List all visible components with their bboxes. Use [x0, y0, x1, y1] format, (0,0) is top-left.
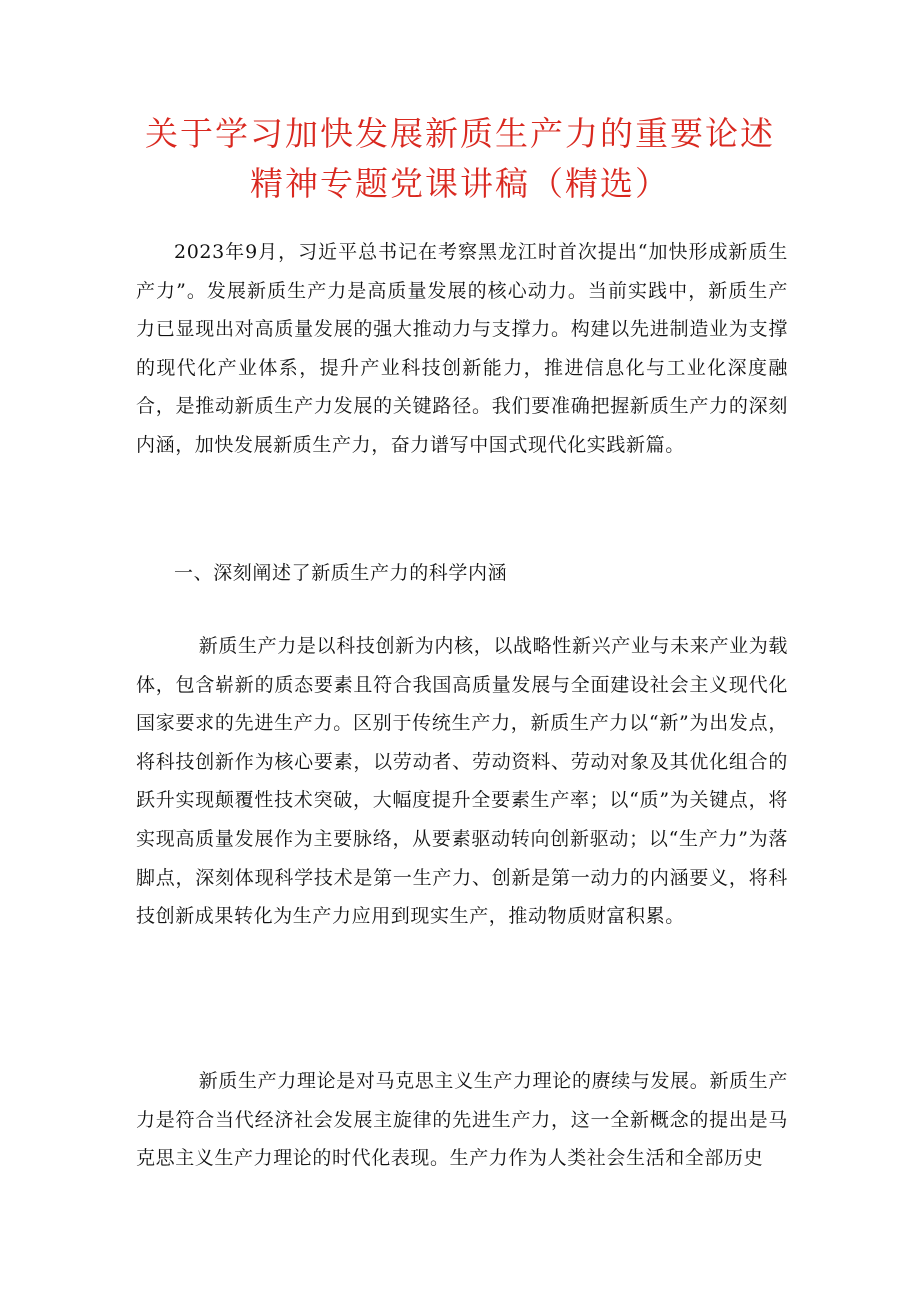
- document-title-line1: 关于学习加快发展新质生产力的重要论述: [145, 114, 775, 153]
- body-paragraph-3: 新质生产力理论是对马克思主义生产力理论的赓续与发展。新质生产力是符合当代经济社会发展主旋律的先进生产力，这一全新概念的提出是马克思主义生产力理论的时代化表现。生产力作为人类社会生活和全部历史: [136, 1070, 788, 1170]
- body-paragraph-2: 新质生产力是以科技创新为内核，以战略性新兴产业与未来产业为载体，包含崭新的质态要素且符合我国高质量发展与全面建设社会主义现代化国家要求的先进生产力。区别于传统生产力，新质生产力以“新”为出发点，将科技创新作为核心要素，以劳动者、劳动资料、劳动对象及其优化组合的跃升实现颠覆性技术突破，大幅度提升全要素生产率；以“质”为关键点，将实现高质量发展作为主要脉络，从要素驱动转向创新驱动；以“生产力”为落脚点，深刻体现科学技术是第一生产力、创新是第一动力的内涵要义，将科技创新成果转化为生产力应用到现实生产，推动物质财富积累。: [136, 635, 788, 928]
- section-heading-1: 一、深刻阐述了新质生产力的科学内涵: [174, 562, 508, 584]
- intro-paragraph: 2023年9月，习近平总书记在考察黑龙江时首次提出“加快形成新质生产力”。发展新质生产力是高质量发展的核心动力。当前实践中，新质生产力已显现出对高质量发展的强大推动力与支撑力。构建以先进制造业为支撑的现代化产业体系，提升产业科技创新能力，推进信息化与工业化深度融合，是推动新质生产力发展的关键路径。我们要准确把握新质生产力的深刻内涵，加快发展新质生产力，奋力谱写中国式现代化实践新篇。: [136, 241, 788, 456]
- document-title-line2: 精神专题党课讲稿（精选）: [250, 164, 670, 203]
